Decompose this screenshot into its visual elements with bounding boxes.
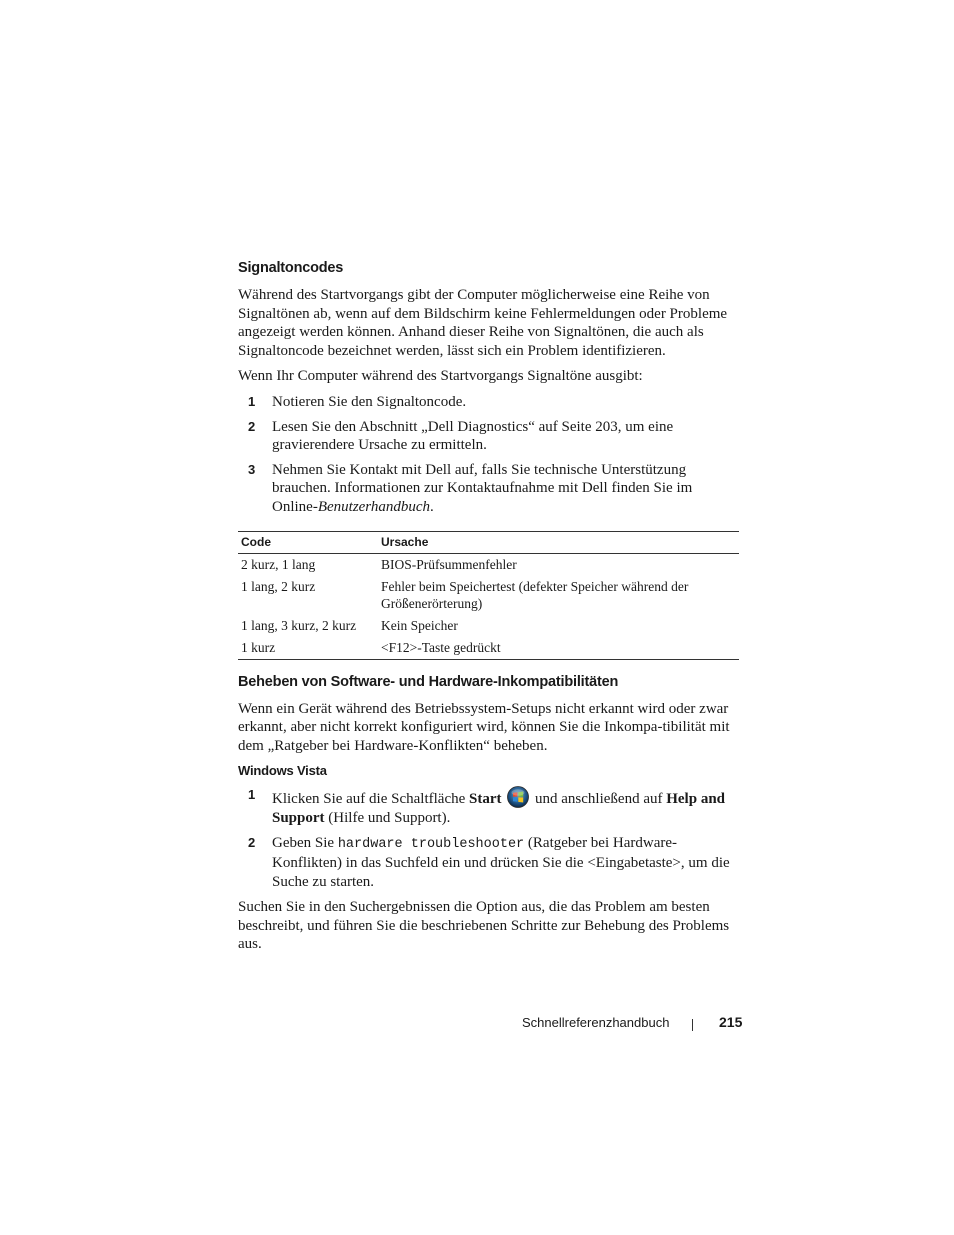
intro-paragraph: Während des Startvorgangs gibt der Computer möglicherweise eine Reihe von Signaltönen ab, wenn auf dem Bildschirm keine Fehlermeldungen oder Probleme angezeigt werden können. Anhand dieser Reihe von Signaltönen, die auch als Signaltoncode bezeichnet werden, lässt sich ein Problem identifizieren. xyxy=(238,287,728,359)
list-item xyxy=(238,418,740,455)
list-item xyxy=(238,786,740,827)
windows-start-icon xyxy=(507,786,529,808)
command-text: hardware troubleshooter xyxy=(337,836,525,852)
subheading-windows-vista: Windows Vista xyxy=(238,763,327,779)
page-footer xyxy=(522,1013,742,1035)
step-text-end: (Hilfe und Support). xyxy=(324,809,451,826)
step-number: 2 xyxy=(248,834,256,850)
step-text-middle: und anschließend auf xyxy=(531,791,667,808)
page-number: 215 xyxy=(719,1014,743,1030)
table-cell-code: 1 lang, 2 kurz xyxy=(241,578,316,594)
step-text-end: . xyxy=(430,498,434,515)
footer-title: Schnellreferenzhandbuch xyxy=(522,1015,670,1030)
table-row xyxy=(238,637,739,660)
footer-divider xyxy=(692,1019,693,1031)
table-row xyxy=(238,553,739,576)
step-text: Nehmen Sie Kontakt mit Dell auf, falls Sie technische Unterstützung brauchen. Informationen zur Kontaktaufnahme mit Dell finden Sie im Online- xyxy=(272,461,693,515)
step-text-italic: Benutzerhandbuch xyxy=(317,498,431,515)
table-cell-code: 2 kurz, 1 lang xyxy=(241,556,316,572)
section-heading-signaltoncodes: Signaltoncodes xyxy=(238,260,344,276)
table-cell-code: 1 kurz xyxy=(241,639,276,655)
list-item xyxy=(238,834,740,892)
vista-steps-list xyxy=(238,786,740,891)
page-content xyxy=(238,258,740,961)
table-cell-cause: <F12>-Taste gedrückt xyxy=(381,639,501,655)
column-header-cause: Ursache xyxy=(378,531,739,553)
table-cell-cause: Kein Speicher xyxy=(381,617,458,633)
step-number: 1 xyxy=(248,787,256,803)
step-text: Notieren Sie den Signaltoncode. xyxy=(272,393,467,410)
step-text: Klicken Sie auf die Schaltfläche xyxy=(272,791,470,808)
step-text: Geben Sie xyxy=(272,834,338,851)
outro-paragraph: Suchen Sie in den Suchergebnissen die Option aus, die das Problem am besten beschreibt, und führen Sie die beschriebenen Schritte zur Behebung des Problems aus. xyxy=(238,899,730,953)
list-item xyxy=(238,393,740,412)
table-cell-cause: BIOS-Prüfsummenfehler xyxy=(381,556,517,572)
table-cell-code: 1 lang, 3 kurz, 2 kurz xyxy=(241,617,357,633)
list-item xyxy=(238,461,740,517)
step-text-end: (Ratgeber bei Hardware-Konflikten) in das Suchfeld ein und drücken Sie die <Eingabetaste>, um die Suche zu starten. xyxy=(272,834,730,890)
beep-steps-list xyxy=(238,393,740,517)
help-support-label: Help and Support xyxy=(272,791,726,826)
step-number: 3 xyxy=(248,461,256,477)
beep-code-table xyxy=(238,531,739,660)
step-text: Lesen Sie den Abschnitt „Dell Diagnostics“ auf Seite 203, um eine gravierendere Ursache zu ermitteln. xyxy=(272,418,674,454)
table-row xyxy=(238,576,739,615)
start-label: Start xyxy=(469,791,502,808)
table-header-row xyxy=(238,531,739,553)
table-cell-cause: Fehler beim Speichertest (defekter Speicher während der Größenerörterung) xyxy=(381,578,689,611)
step-number: 1 xyxy=(248,393,256,409)
table-row xyxy=(238,615,739,637)
step-number: 2 xyxy=(248,418,256,434)
incompat-intro-paragraph: Wenn ein Gerät während des Betriebssystem-Setups nicht erkannt wird oder zwar erkannt, aber nicht korrekt konfiguriert wird, können Sie die Inkompa-tibilität mit dem „Ratgeber bei Hardware-Konflikten“ beheben. xyxy=(238,700,730,754)
section-heading-incompatibilities: Beheben von Software- und Hardware-Inkompatibilitäten xyxy=(238,673,619,690)
column-header-code: Code xyxy=(238,531,378,553)
lead-paragraph: Wenn Ihr Computer während des Startvorgangs Signaltöne ausgibt: xyxy=(238,368,643,385)
